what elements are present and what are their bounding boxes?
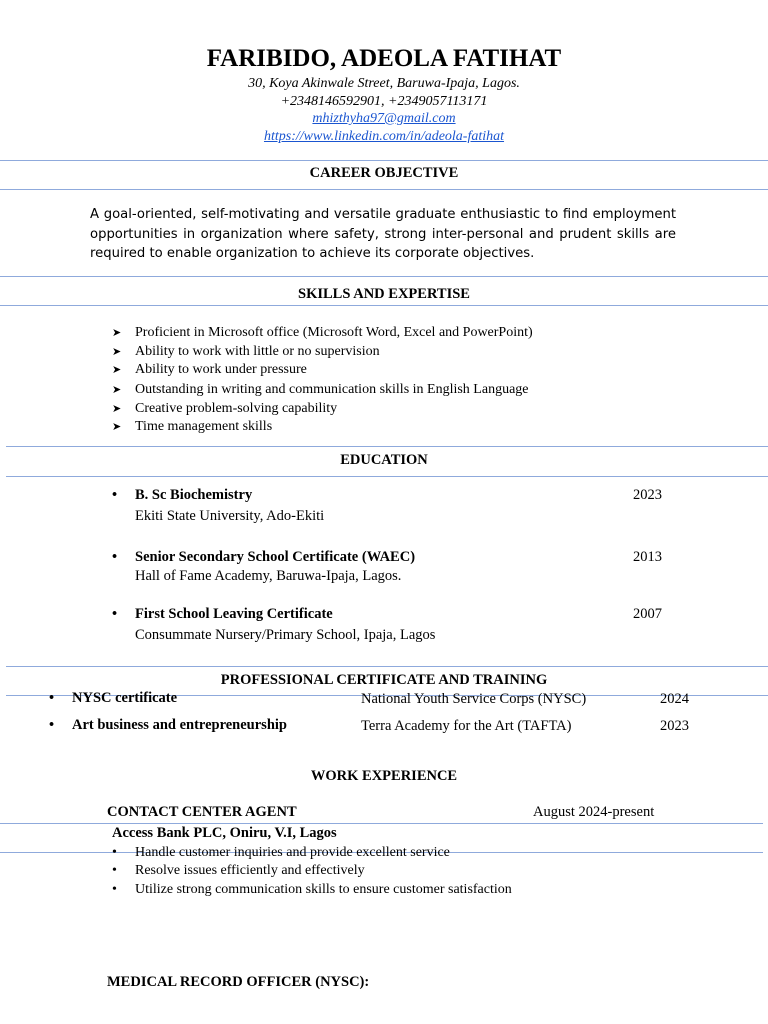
- skills-heading: SKILLS AND EXPERTISE: [298, 286, 470, 302]
- arrow-bullet-icon: ➤: [112, 327, 122, 339]
- section-rule: [0, 276, 768, 277]
- education-heading: EDUCATION: [340, 452, 428, 468]
- education-school: Consummate Nursery/Primary School, Ipaja, Lagos: [135, 627, 436, 643]
- certificate-title: • Art business and entrepreneurship: [72, 717, 287, 734]
- skill-item: ➤ Creative problem-solving capability: [112, 401, 338, 416]
- certificates-heading: PROFESSIONAL CERTIFICATE AND TRAINING: [220, 672, 548, 688]
- work-experience-heading: WORK EXPERIENCE: [310, 768, 458, 784]
- section-rule: [6, 446, 768, 447]
- job-period: August 2024-present: [533, 804, 655, 820]
- career-objective-heading: CAREER OBJECTIVE: [309, 165, 459, 181]
- skill-item: ➤ Proficient in Microsoft office (Microsoft Word, Excel and PowerPoint): [112, 325, 533, 340]
- section-rule: [6, 476, 768, 477]
- arrow-bullet-icon: ➤: [112, 421, 122, 433]
- career-objective-text: A goal-oriented, self-motivating and versatile graduate enthusiastic to find employment opportunities in organization where safety, strong inter-personal and prudent skills are required to enable organization to achieve its corporate objectives.: [90, 207, 676, 261]
- certificate-year: 2023: [660, 718, 689, 734]
- education-year: 2007: [633, 606, 662, 622]
- education-year: 2023: [633, 487, 662, 503]
- arrow-bullet-icon: ➤: [112, 346, 122, 358]
- job-duty: • Resolve issues efficiently and effectively: [135, 863, 365, 879]
- email-link[interactable]: mhizthyha97@gmail.com: [312, 111, 456, 126]
- address: 30, Koya Akinwale Street, Baruwa-Ipaja, Lagos.: [248, 76, 520, 91]
- section-rule: [0, 160, 768, 161]
- skill-item: ➤ Outstanding in writing and communication skills in English Language: [112, 382, 529, 397]
- job-title: CONTACT CENTER AGENT: [107, 804, 297, 820]
- education-school: Ekiti State University, Ado-Ekiti: [135, 508, 325, 524]
- education-degree: • B. Sc Biochemistry: [135, 487, 252, 504]
- job-title: MEDICAL RECORD OFFICER (NYSC):: [107, 974, 370, 990]
- certificate-issuer: Terra Academy for the Art (TAFTA): [361, 718, 572, 734]
- section-rule: [0, 189, 768, 190]
- arrow-bullet-icon: ➤: [112, 403, 122, 415]
- section-rule: [0, 823, 763, 824]
- job-duty: • Utilize strong communication skills to ensure customer satisfaction: [135, 882, 512, 898]
- education-school: Hall of Fame Academy, Baruwa-Ipaja, Lagos.: [135, 568, 402, 584]
- certificate-title: • NYSC certificate: [72, 690, 177, 707]
- education-degree: • Senior Secondary School Certificate (WAEC): [135, 549, 415, 566]
- phone-numbers: +2348146592901, +2349057113171: [280, 94, 488, 109]
- certificate-issuer: National Youth Service Corps (NYSC): [361, 691, 587, 707]
- section-rule: [6, 666, 768, 667]
- linkedin-link[interactable]: https://www.linkedin.com/in/adeola-fatihat: [263, 129, 505, 144]
- arrow-bullet-icon: ➤: [112, 364, 122, 376]
- skill-item: ➤ Ability to work with little or no supervision: [112, 344, 380, 359]
- certificate-year: 2024: [660, 691, 689, 707]
- candidate-name: FARIBIDO, ADEOLA FATIHAT: [206, 45, 562, 72]
- job-duty: • Handle customer inquiries and provide excellent service: [135, 845, 450, 861]
- skill-item: ➤ Ability to work under pressure: [112, 362, 307, 377]
- education-degree: • First School Leaving Certificate: [135, 606, 333, 623]
- skill-item: ➤ Time management skills: [112, 419, 273, 434]
- arrow-bullet-icon: ➤: [112, 384, 122, 396]
- section-rule: [0, 305, 768, 306]
- job-employer: Access Bank PLC, Oniru, V.I, Lagos: [112, 825, 337, 841]
- education-year: 2013: [633, 549, 662, 565]
